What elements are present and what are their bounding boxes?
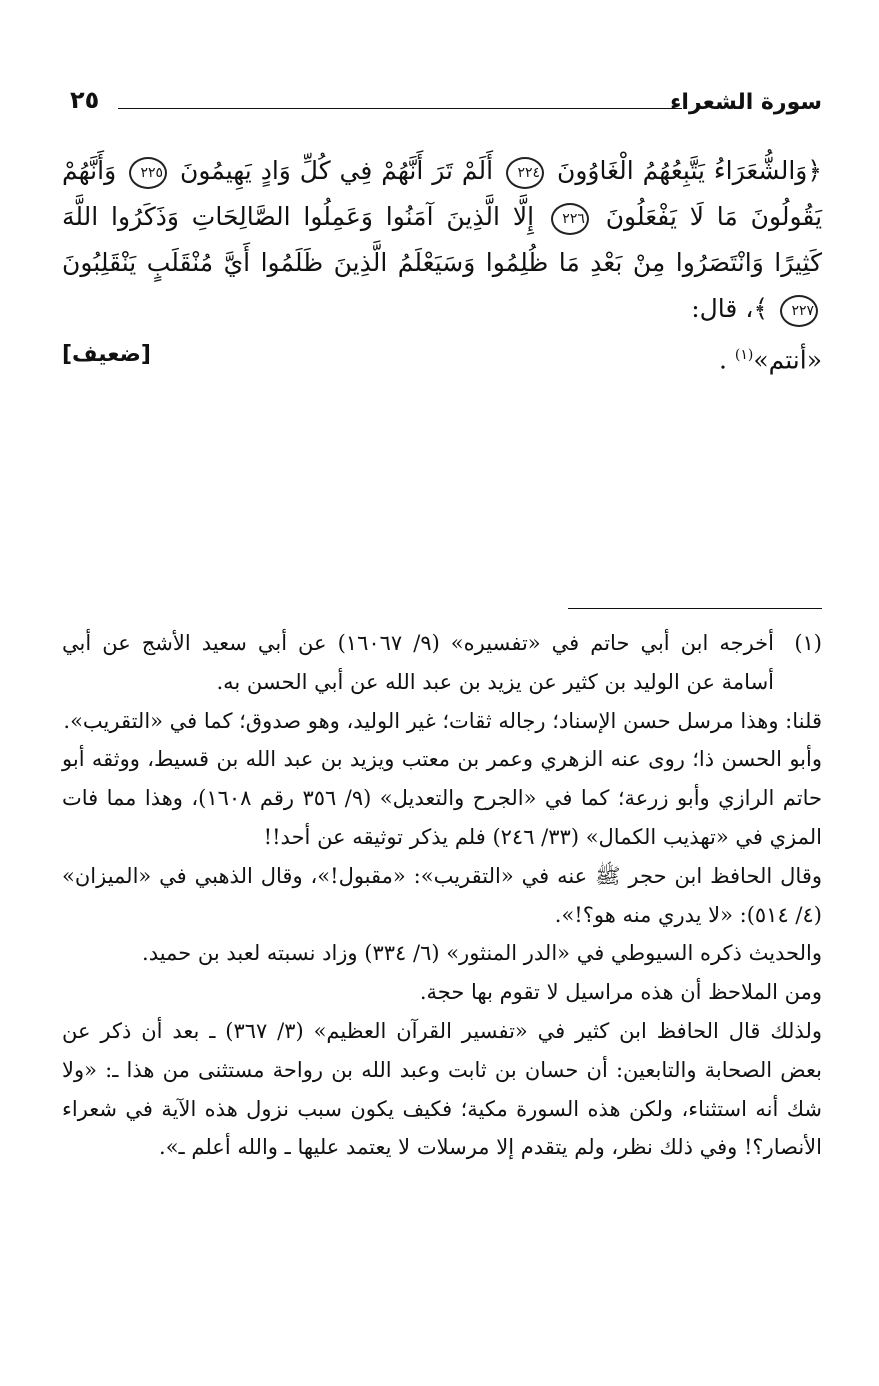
ayah-marker: ٢٢٦ [551, 203, 589, 235]
verse-text: أَلَمْ تَرَ أَنَّهُمْ فِي كُلِّ وَادٍ يَهِيمُونَ [180, 156, 494, 185]
quote-text [719, 332, 822, 383]
page-header [62, 86, 822, 130]
hadith-grade: [ضعيف] [62, 342, 151, 367]
footnote-1 [62, 624, 822, 702]
page-number: ٢٥ [70, 86, 100, 114]
footnote-paragraph: أخرجه ابن أبي حاتم في «تفسيره» (٩/ ١٦٠٦٧) عن أبي سعيد الأشج عن أبي أسامة عن الوليد بن كثير عن يزيد بن عبد الله عن أبي الحسن به. [62, 631, 774, 694]
footnote-paragraph: والحديث ذكره السيوطي في «الدر المنثور» (٦/ ٣٣٤) وزاد نسبته لعبد بن حميد. [142, 941, 822, 966]
after-verses-text: ﴾، قال: [691, 294, 769, 323]
ayah-marker: ٢٢٥ [129, 157, 167, 189]
verse-block [62, 148, 822, 378]
ayah-marker: ٢٢٧ [780, 295, 818, 327]
footnote-paragraph: ومن الملاحظ أن هذه مراسيل لا تقوم بها حجة. [419, 980, 822, 1005]
footnote-paragraph: وأبو الحسن ذا؛ روى عنه الزهري وعمر بن معتب ويزيد بن عبد الله بن قسيط، ووثقه أبو حاتم الرازي وأبو زرعة؛ كما في «الجرح والتعديل» (٩/ ٣٥٦ رقم ١٦٠٨)، وهذا مما فات المزي في «تهذيب الكمال» (٣٣/ ٢٤٦) فلم يذكر توثيقه عن أحد!! [62, 747, 822, 849]
footnote-number: (١) [794, 631, 822, 655]
verse-text: إِلَّا الَّذِينَ آمَنُوا وَعَمِلُوا الصَّالِحَاتِ وَذَكَرُوا اللَّهَ كَثِيرًا وَانْتَصَرُوا مِنْ بَعْدِ مَا ظُلِمُوا وَسَيَعْلَمُ الَّذِينَ ظَلَمُوا أَيَّ مُنْقَلَبٍ يَنْقَلِبُونَ [62, 202, 822, 277]
footnote-paragraph: ولذلك قال الحافظ ابن كثير في «تفسير القرآن العظيم» (٣/ ٣٦٧) ـ بعد أن ذكر عن بعض الصحابة والتابعين: أن حسان بن ثابت وعبد الله بن رواحة مستثنى من هذا ـ: «ولا شك أنه استثناء، ولكن هذه السورة مكية؛ فكيف يكون سبب نزول هذه الآية في شعراء الأنصار؟! وفي ذلك نظر، ولم يتقدم إلا مرسلات لا يعتمد عليها ـ والله أعلم ـ». [62, 1018, 822, 1160]
quoted-word: «أنتم» [753, 345, 822, 375]
quote-end: . [718, 345, 727, 375]
footnote-paragraph: قلنا: وهذا مرسل حسن الإسناد؛ رجاله ثقات؛ غير الوليد، وهو صدوق؛ كما في «التقريب». [63, 708, 822, 733]
footnote-reference[interactable]: (١) [734, 347, 754, 363]
header-rule [118, 108, 682, 109]
quote-row [62, 332, 822, 378]
footnotes-section [62, 624, 822, 1167]
surah-title: سورة الشعراء [670, 90, 822, 115]
footnote-separator [568, 608, 822, 609]
book-page [62, 78, 822, 1358]
verse-text: وَأَنَّهُمْ يَقُولُونَ مَا لَا يَفْعَلُونَ [62, 156, 823, 231]
footnote-paragraph: وقال الحافظ ابن حجر ﷺ عنه في «التقريب»: «مقبول!»، وقال الذهبي في «الميزان» (٤/ ٥١٤): «لا يدري منه هو؟!». [62, 863, 822, 927]
verse-text: ﴿وَالشُّعَرَاءُ يَتَّبِعُهُمُ الْغَاوُونَ [557, 156, 823, 185]
ayah-marker: ٢٢٤ [506, 157, 544, 189]
